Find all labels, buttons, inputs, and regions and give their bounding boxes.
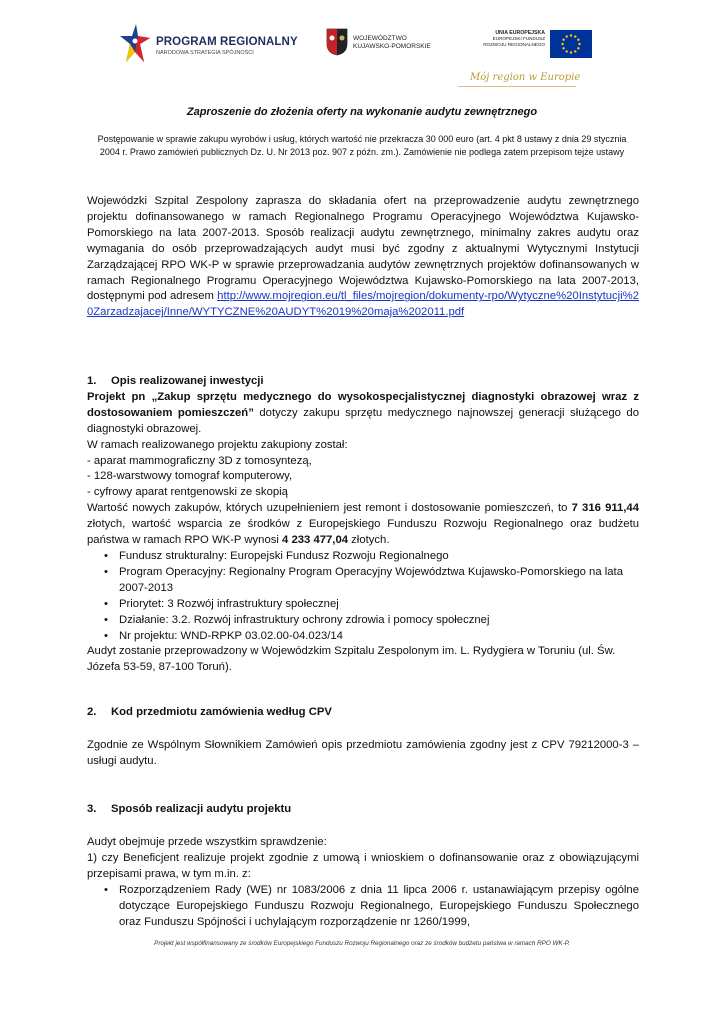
- section-3: [87, 802, 639, 818]
- bullet-item: [87, 883, 639, 931]
- eu-logo: [465, 28, 595, 64]
- bullet-dot-icon: •: [104, 883, 108, 896]
- program-title: PROGRAM REGIONALNY: [156, 36, 298, 48]
- voivodeship-line2: KUJAWSKO-POMORSKIE: [353, 43, 431, 50]
- purchased-item: - aparat mammograficzny 3D z tomosyntezą,: [87, 454, 312, 467]
- project-description: [87, 390, 639, 438]
- voivodeship-crest-icon: [326, 28, 348, 56]
- bullet-text: Program Operacyjny: Regionalny Program Operacyjny Województwa Kujawsko-Pomorskiego na lata 2007-2013: [119, 565, 623, 594]
- section-3-heading: [87, 802, 639, 818]
- section-1-number: 1.: [87, 375, 97, 387]
- support-amount: 4 233 477,04: [282, 534, 349, 547]
- section-3-body: [87, 835, 639, 930]
- voivodeship-logo: [326, 28, 446, 64]
- bullet-item: [87, 565, 639, 597]
- section-2-number: 2.: [87, 706, 97, 718]
- voivodeship-line1: WOJEWÓDZTWO: [353, 35, 407, 42]
- bullet-dot-icon: •: [104, 565, 108, 578]
- motto-underline: [458, 86, 576, 87]
- motto: Mój region w Europie: [470, 72, 581, 83]
- program-subtitle: NARODOWA STRATEGIA SPÓJNOŚCI: [156, 50, 254, 56]
- audit-place: Audyt zostanie przeprowadzony w Wojewódzkim Szpitalu Zespolonym im. L. Rydygiera w Toruniu (ul. Św. Józefa 53-59, 87-100 Toruń).: [87, 645, 616, 674]
- value-text-1: Wartość nowych zakupów, których uzupełnieniem jest remont i dostosowanie pomieszczeń, to: [87, 502, 572, 515]
- value-text-2: złotych, wartość wsparcia ze środków z Europejskiego Funduszu Rozwoju Regionalnego oraz budżetu państwa w ramach RPO WK-P wynosi: [87, 518, 639, 547]
- bullet-item: [87, 549, 639, 565]
- eu-text: [465, 30, 545, 48]
- eu-line1: UNIA EUROPEJSKA: [495, 30, 545, 36]
- section-2-heading: [87, 705, 639, 721]
- audit-scope-intro: Audyt obejmuje przede wszystkim sprawdzenie:: [87, 836, 327, 848]
- section-1: [87, 374, 639, 676]
- cpv-paragraph: Zgodnie ze Wspólnym Słownikiem Zamówień opis przedmiotu zamówienia zgodny jest z CPV 79212000-3 – usługi audytu.: [87, 739, 639, 767]
- purchased-item: - 128-warstwowy tomograf komputerowy,: [87, 470, 293, 483]
- value-amount: 7 316 911,44: [571, 502, 639, 515]
- section-2: [87, 705, 639, 721]
- project-value: [87, 501, 639, 549]
- bullet-dot-icon: •: [104, 629, 108, 642]
- bullet-text: Nr projektu: WND-RPKP 03.02.00-04.023/14: [119, 629, 343, 642]
- header-logos: [118, 22, 588, 67]
- invitation-text: Wojewódzki Szpital Zespolony zaprasza do składania ofert na przeprowadzenie audytu zewnętrznego projektu dofinansowanego w ramach Regionalnego Programu Operacyjnego Województwa Kujawsko-Pomorskiego na lata 2007-2013. Sposób realizacji audytu zewnętrznego, minimalny zakres audytu oraz wymagania do osób przeprowadzających audyt musi być zgodny z aktualnymi Wytycznymi Instytucji Zarządzającej RPO WK-P w sprawie przeprowadzania audytów zewnętrznych projektów dofinansowanych w ramach Regionalnego Programu Operacyjnego Województwa Kujawsko-Pomorskiego na lata 2007-2013, dostępnymi pod adresem: [87, 195, 639, 303]
- section-2-title: Kod przedmiotu zamówienia według CPV: [111, 706, 332, 718]
- purchased-intro: W ramach realizowanego projektu zakupiony został:: [87, 438, 348, 451]
- section-1-heading: [87, 374, 639, 390]
- audit-point-1: 1) czy Beneficjent realizuje projekt zgodnie z umową i wnioskiem o dofinansowanie oraz z obowiązującymi przepisami prawa, w tym m.in. z:: [87, 851, 639, 880]
- bullet-dot-icon: •: [104, 597, 108, 610]
- bullet-item: [87, 629, 639, 645]
- eu-flag-icon: [550, 30, 592, 58]
- footer-note: Projekt jest współfinansowany ze środków Europejskiego Funduszu Rozwoju Regionalnego oraz ze środków budżetu państwa w ramach RPO WK-P.: [154, 940, 570, 947]
- guidelines-link[interactable]: http://www.mojregion.eu/tl_files/mojregion/dokumenty-rpo/Wytyczne%20Instytucji%20Zarzadzajacej/Inne/WYTYCZNE%20AUDYT%2019%20maja%202011.pdf: [87, 290, 639, 319]
- program-star-icon: [118, 22, 152, 64]
- project-description-rest: dotyczy zakupu sprzętu medycznego najnowszej generacji służącego do diagnostyki obrazowej.: [87, 406, 640, 435]
- eu-line3: ROZWOJU REGIONALNEGO: [483, 42, 545, 47]
- bullet-text: Działanie: 3.2. Rozwój infrastruktury ochrony zdrowia i pomocy społecznej: [119, 613, 490, 626]
- section-3-title: Sposób realizacji audytu projektu: [111, 803, 292, 815]
- invitation-paragraph: [87, 194, 639, 321]
- purchased-item: - cyfrowy aparat rentgenowski ze skopią: [87, 486, 288, 499]
- bullet-text: Priorytet: 3 Rozwój infrastruktury społecznej: [119, 597, 339, 610]
- program-regionalny-logo: [118, 22, 298, 67]
- intro-note: Postępowanie w sprawie zakupu wyrobów i usług, których wartość nie przekracza 30 000 euro (art. 4 pkt 8 ustawy z dnia 29 stycznia 2004 r. Prawo zamówień publicznych Dz. U. Nr 2013 poz. 907 z późn. zm.). Zamówienie nie podlega zatem przepisom tejże ustawy: [97, 134, 627, 157]
- bullet-text: Rozporządzeniem Rady (WE) nr 1083/2006 z dnia 11 lipca 2006 r. ustanawiającym przepisy ogólne dotyczące Europejskiego Funduszu Rozwoju Regionalnego, Europejskiego Funduszu Społecznego oraz Funduszu Spójności i uchylającym rozporządzenie nr 1260/1999,: [119, 883, 639, 928]
- voivodeship-name: [353, 35, 431, 51]
- section-1-title: Opis realizowanej inwestycji: [111, 375, 264, 387]
- bullet-item: [87, 597, 639, 613]
- project-name: Projekt pn „Zakup sprzętu medycznego do wysokospecjalistycznej diagnostyki obrazowej wraz z dostosowaniem pomieszczeń”: [87, 390, 639, 419]
- eu-line2: EUROPEJSKI FUNDUSZ: [492, 36, 545, 41]
- bullet-text: Fundusz strukturalny: Europejski Fundusz Rozwoju Regionalnego: [119, 549, 449, 562]
- bullet-item: [87, 613, 639, 629]
- section-3-number: 3.: [87, 803, 97, 815]
- bullet-dot-icon: •: [104, 613, 108, 626]
- document-title: Zaproszenie do złożenia oferty na wykonanie audytu zewnętrznego: [186, 106, 538, 118]
- value-text-3: złotych.: [348, 534, 390, 547]
- bullet-dot-icon: •: [104, 549, 108, 562]
